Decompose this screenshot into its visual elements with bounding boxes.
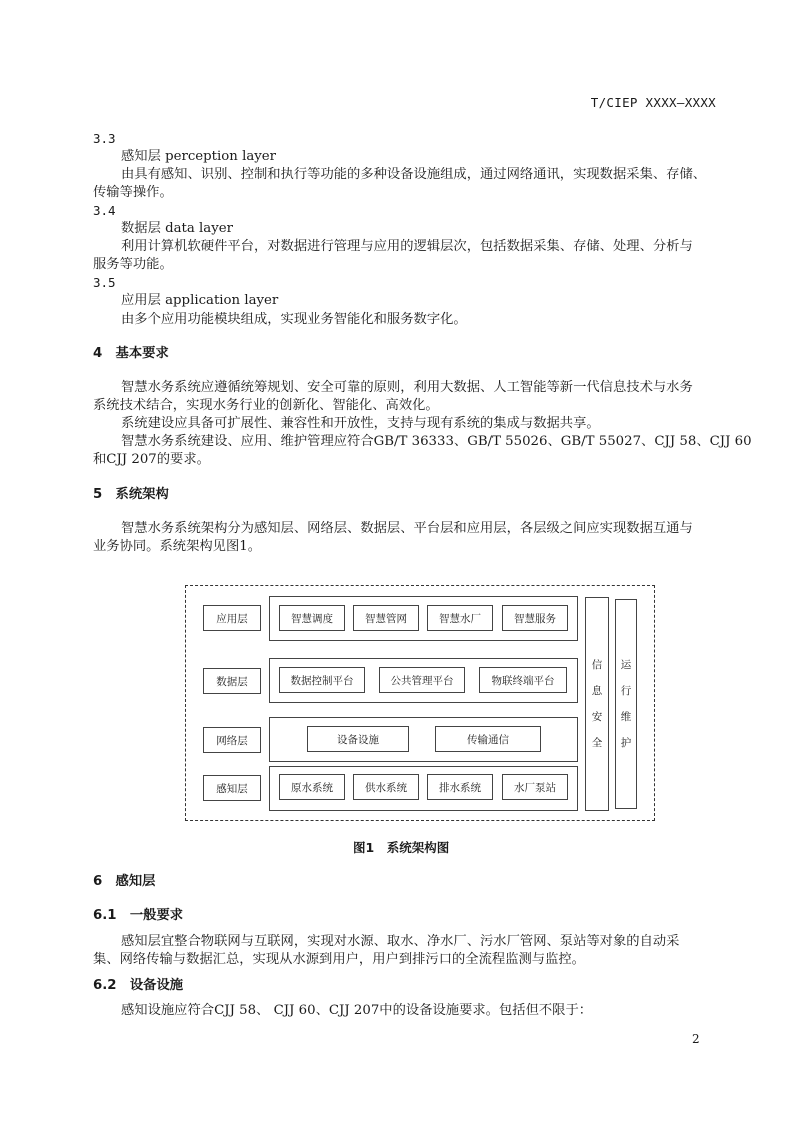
section-heading: 6 感知层 — [93, 874, 156, 889]
layer-label-network: 网络层 — [203, 727, 261, 753]
info-security-column — [585, 597, 609, 811]
paragraph-cont: 和CJJ 207的要求。 — [93, 452, 210, 467]
section-heading: 5 系统架构 — [93, 487, 169, 502]
term-definition: 由多个应用功能模块组成，实现业务智能化和服务数字化。 — [121, 312, 467, 327]
term-definition-cont: 传输等操作。 — [93, 185, 173, 200]
app-module: 智慧管网 — [353, 605, 419, 631]
paragraph: 感知设施应符合CJJ 58、 CJJ 60、CJJ 207中的设备设施要求。包括但不限于： — [121, 1003, 593, 1018]
clause-number: 3.3 — [93, 131, 116, 146]
column-char: 信 — [591, 659, 603, 671]
app-module: 智慧调度 — [279, 605, 345, 631]
term-definition-cont: 服务等功能。 — [93, 257, 173, 272]
perception-system: 供水系统 — [353, 774, 419, 800]
column-char: 维 — [620, 711, 632, 723]
paragraph: 智慧水务系统建设、应用、维护管理应符合GB/T 36333、GB/T 55026、GB/T 55027、CJJ 58、CJJ 60 — [121, 434, 752, 449]
paragraph-cont: 系统技术结合，实现水务行业的创新化、智能化、高效化。 — [93, 398, 439, 413]
paragraph-cont: 业务协同。系统架构见图1。 — [93, 539, 262, 554]
data-platform: 数据控制平台 — [279, 667, 365, 693]
subsection-heading: 6.2 设备设施 — [93, 978, 184, 993]
data-platform: 公共管理平台 — [379, 667, 465, 693]
figure-caption: 图1 系统架构图 — [353, 840, 450, 855]
paragraph-cont: 集、网络传输与数据汇总，实现从水源到用户，用户到排污口的全流程监测与监控。 — [93, 952, 585, 967]
column-char: 息 — [591, 685, 603, 697]
perception-system: 水厂泵站 — [502, 774, 568, 800]
paragraph: 智慧水务系统架构分为感知层、网络层、数据层、平台层和应用层，各层级之间应实现数据互通与 — [121, 521, 693, 536]
layer-label-perception: 感知层 — [203, 775, 261, 801]
system-architecture-diagram — [177, 577, 659, 829]
document-id: T/CIEP XXXX—XXXX — [590, 95, 716, 110]
column-char: 运 — [620, 659, 632, 671]
clause-number: 3.5 — [93, 275, 116, 290]
perception-system: 排水系统 — [427, 774, 493, 800]
perception-system: 原水系统 — [279, 774, 345, 800]
column-char: 安 — [591, 711, 603, 723]
column-char: 全 — [591, 737, 603, 749]
column-char: 护 — [620, 737, 632, 749]
app-module: 智慧水厂 — [427, 605, 493, 631]
network-component: 传输通信 — [435, 726, 541, 752]
layer-label-application: 应用层 — [203, 605, 261, 631]
section-heading: 4 基本要求 — [93, 346, 169, 361]
clause-number: 3.4 — [93, 203, 116, 218]
network-component: 设备设施 — [307, 726, 409, 752]
page-number: 2 — [692, 1032, 700, 1046]
term-title: 应用层 application layer — [121, 293, 279, 308]
term-title: 感知层 perception layer — [121, 149, 276, 164]
layer-label-data: 数据层 — [203, 668, 261, 694]
term-definition: 利用计算机软硬件平台，对数据进行管理与应用的逻辑层次，包括数据采集、存储、处理、分析与 — [121, 239, 693, 254]
subsection-heading: 6.1 一般要求 — [93, 908, 184, 923]
paragraph: 感知层宜整合物联网与互联网，实现对水源、取水、净水厂、污水厂管网、泵站等对象的自动采 — [121, 934, 680, 949]
app-module: 智慧服务 — [502, 605, 568, 631]
paragraph: 智慧水务系统应遵循统筹规划、安全可靠的原则，利用大数据、人工智能等新一代信息技术与水务 — [121, 380, 693, 395]
column-char: 行 — [620, 685, 632, 697]
data-platform: 物联终端平台 — [479, 667, 567, 693]
paragraph: 系统建设应具备可扩展性、兼容性和开放性，支持与现有系统的集成与数据共享。 — [121, 416, 600, 431]
term-title: 数据层 data layer — [121, 221, 233, 236]
operation-maintenance-column — [615, 599, 637, 809]
term-definition: 由具有感知、识别、控制和执行等功能的多种设备设施组成，通过网络通讯，实现数据采集、存储、 — [121, 167, 707, 182]
